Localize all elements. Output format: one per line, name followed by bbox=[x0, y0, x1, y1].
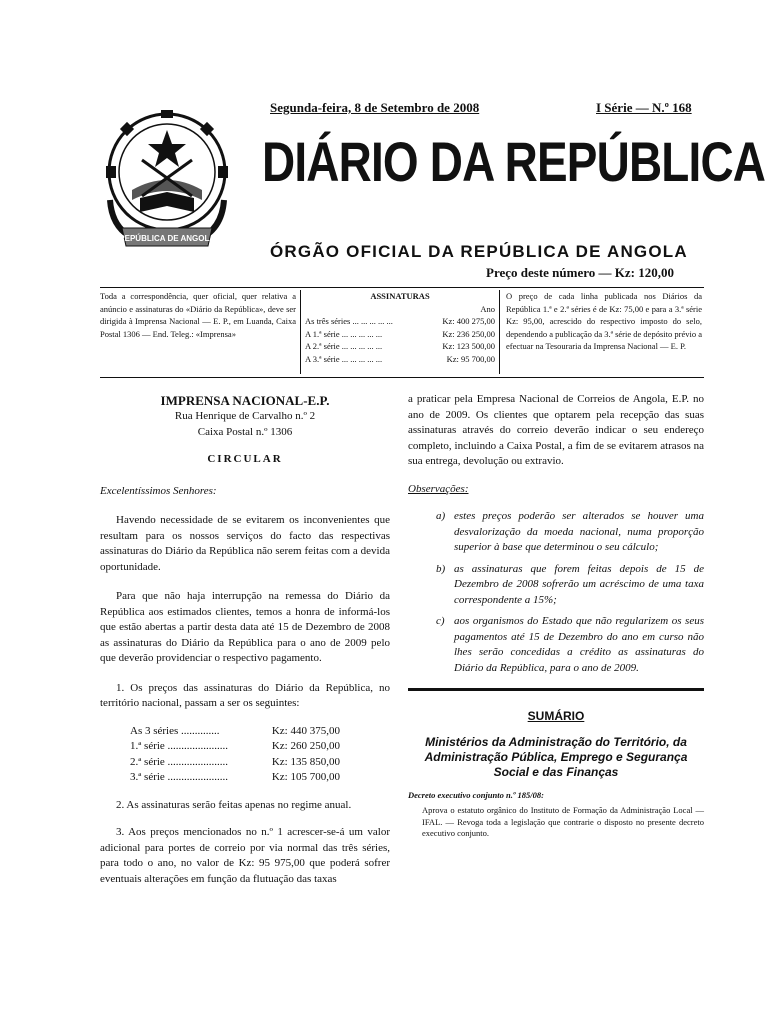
price-value: Kz: 440 375,00 bbox=[271, 724, 340, 737]
section-divider bbox=[408, 688, 704, 691]
line-price-info: O preço de cada linha publicada nos Diários da República 1.ª e 2.ª séries é de Kz: 75,00 e para a 3.ª série Kz: 95,00, acrescido do respectivo imposto do selo, dependendo a publicação da 3.ª série de depósito prévio a efectuar na Tesouraria da Imprensa Nacional — E. P. bbox=[506, 291, 702, 351]
subscription-value: Kz: 236 250,00 bbox=[442, 328, 495, 339]
price-value: Kz: 105 700,00 bbox=[271, 771, 340, 783]
price-row bbox=[130, 770, 340, 786]
decree-title: Decreto executivo conjunto n.º 185/08: bbox=[408, 789, 544, 800]
paragraph-5: 3. Aos preços mencionados no n.º 1 acrescer-se-á um valor adicional para portes de correio por via normal das três séries, para todo o ano, no valor de Kz: 95 975,00 que poderá sofrer eventuais alterações em função da flutuação das taxas bbox=[100, 826, 390, 885]
paragraph-1: Havendo necessidade de se evitarem os inconvenientes que resultam para os nossos serviços do facto das respectivas assinaturas do Diário da República não serem feitas com a devida oportunidade. bbox=[100, 514, 390, 573]
observation-item bbox=[436, 562, 704, 609]
paragraph-4: 2. As assinaturas serão feitas apenas no regime anual. bbox=[116, 798, 352, 811]
top-rule bbox=[100, 287, 704, 288]
issue-price: Preço deste número — Kz: 120,00 bbox=[486, 265, 674, 280]
summary-heading: SUMÁRIO bbox=[527, 709, 585, 723]
salutation: Excelentíssimos Senhores: bbox=[100, 484, 217, 497]
correspondence-info: Toda a correspondência, quer oficial, quer relativa a anúncio e assinaturas do «Diário da República», deve ser dirigida à Imprensa Nacional — E. P., em Luanda, Caixa Postal 1306 — End. Teleg.: «Imprensa» bbox=[100, 291, 296, 339]
observation-text: as assinaturas que forem feitas depois de 15 de Dezembro de 2008 sofrerão um acréscimo de uma taxa correspondente a 15%; bbox=[454, 562, 704, 606]
price-value: Kz: 135 850,00 bbox=[271, 755, 340, 768]
continuation-paragraph: a praticar pela Empresa Nacional de Correios de Angola, E.P. no ano de 2009. Os clientes que optarem pela recepção das suas assinaturas através do correio deverão indicar o seu endereço completo, incluindo a Caixa Postal, a fim de se evitarem atrasos na sua entrega, devolução ou extravio. bbox=[408, 393, 704, 467]
observations-list bbox=[408, 509, 704, 676]
observation-item bbox=[436, 614, 704, 676]
observation-label: a) bbox=[436, 510, 446, 522]
angola-coat-of-arms-emblem bbox=[92, 100, 242, 258]
subscription-row bbox=[305, 328, 495, 341]
paragraph-3: 1. Os preços das assinaturas do Diário da República, no território nacional, passam a ser os seguintes: bbox=[100, 681, 390, 709]
observation-item bbox=[436, 509, 704, 556]
price-value: Kz: 260 250,00 bbox=[271, 740, 340, 752]
org-address: Rua Henrique de Carvalho n.º 2 bbox=[174, 410, 316, 422]
price-row bbox=[130, 739, 340, 755]
subscription-label: A 2.ª série ... ... ... ... ... bbox=[305, 341, 383, 351]
subscriptions-title: ASSINATURAS bbox=[370, 291, 430, 301]
masthead-title: DIÁRIO DA REPÚBLICA bbox=[262, 130, 766, 193]
paragraph-2: Para que não haja interrupção na remessa do Diário da República aos estimados clientes, temos a honra de informá-los que estão abertas a partir desta data até 15 de Dezembro de 2008 as assinaturas do Diário da República para o ano de 2009 pelo que deverão providenciar o respectivo pagamento. bbox=[100, 590, 390, 664]
emblem-banner-text: REPÚBLICA DE ANGOLA bbox=[118, 234, 216, 243]
subscriptions-col-header: Ano bbox=[480, 303, 495, 314]
price-row bbox=[130, 724, 340, 740]
price-label: As 3 séries .............. bbox=[130, 724, 220, 737]
subscription-row bbox=[305, 315, 495, 328]
subscription-value: Kz: 95 700,00 bbox=[446, 353, 495, 364]
price-table bbox=[130, 724, 340, 786]
ministries-heading: Ministérios da Administração do Território, da Administração Pública, Emprego e Segurança Social e das Finanças bbox=[424, 734, 688, 779]
org-po-box: Caixa Postal n.º 1306 bbox=[197, 425, 293, 438]
subscription-label: A 1.ª série ... ... ... ... ... bbox=[305, 328, 383, 339]
observation-label: c) bbox=[436, 615, 445, 627]
price-label: 3.ª série ...................... bbox=[130, 771, 229, 783]
observation-label: b) bbox=[436, 562, 446, 575]
org-name: IMPRENSA NACIONAL-E.P. bbox=[160, 393, 330, 408]
price-label: 2.ª série ...................... bbox=[130, 755, 229, 768]
masthead-subtitle: ÓRGÃO OFICIAL DA REPÚBLICA DE ANGOLA bbox=[270, 242, 688, 261]
decree-summary: Aprova o estatuto orgânico do Instituto de Formação da Administração Local — IFAL. — Revoga toda a legislação que contrarie o disposto no presente decreto executivo conjunto. bbox=[422, 805, 704, 838]
observation-text: aos organismos do Estado que não regularizem os seus pagamentos até 15 de Dezembro do ano em curso não lhes serão concedidas a crédito as assinaturas do Diário da República, para o ano de 2009. bbox=[454, 615, 704, 674]
subscription-row bbox=[305, 353, 495, 366]
subscriptions-box bbox=[300, 290, 500, 374]
price-label: 1.ª série ...................... bbox=[130, 740, 229, 752]
subscription-value: Kz: 400 275,00 bbox=[442, 316, 495, 326]
subscription-label: As três séries ... ... ... ... ... bbox=[305, 316, 393, 326]
subscription-label: A 3.ª série ... ... ... ... ... bbox=[305, 353, 383, 364]
right-column bbox=[408, 392, 704, 840]
subscription-row bbox=[305, 340, 495, 353]
circular-heading: CIRCULAR bbox=[207, 453, 283, 465]
issue-date: Segunda-feira, 8 de Setembro de 2008 bbox=[270, 100, 480, 115]
price-row bbox=[130, 755, 340, 771]
observations-title: Observações: bbox=[408, 482, 469, 495]
left-column bbox=[100, 392, 390, 887]
issue-series-number: I Série — N.º 168 bbox=[596, 100, 692, 115]
observation-text: estes preços poderão ser alterados se houver uma desvalorização da moeda nacional, numa proporção superior à base que determinou o seu cálculo; bbox=[454, 510, 704, 553]
subscription-value: Kz: 123 500,00 bbox=[442, 341, 495, 351]
bottom-rule bbox=[100, 377, 704, 378]
